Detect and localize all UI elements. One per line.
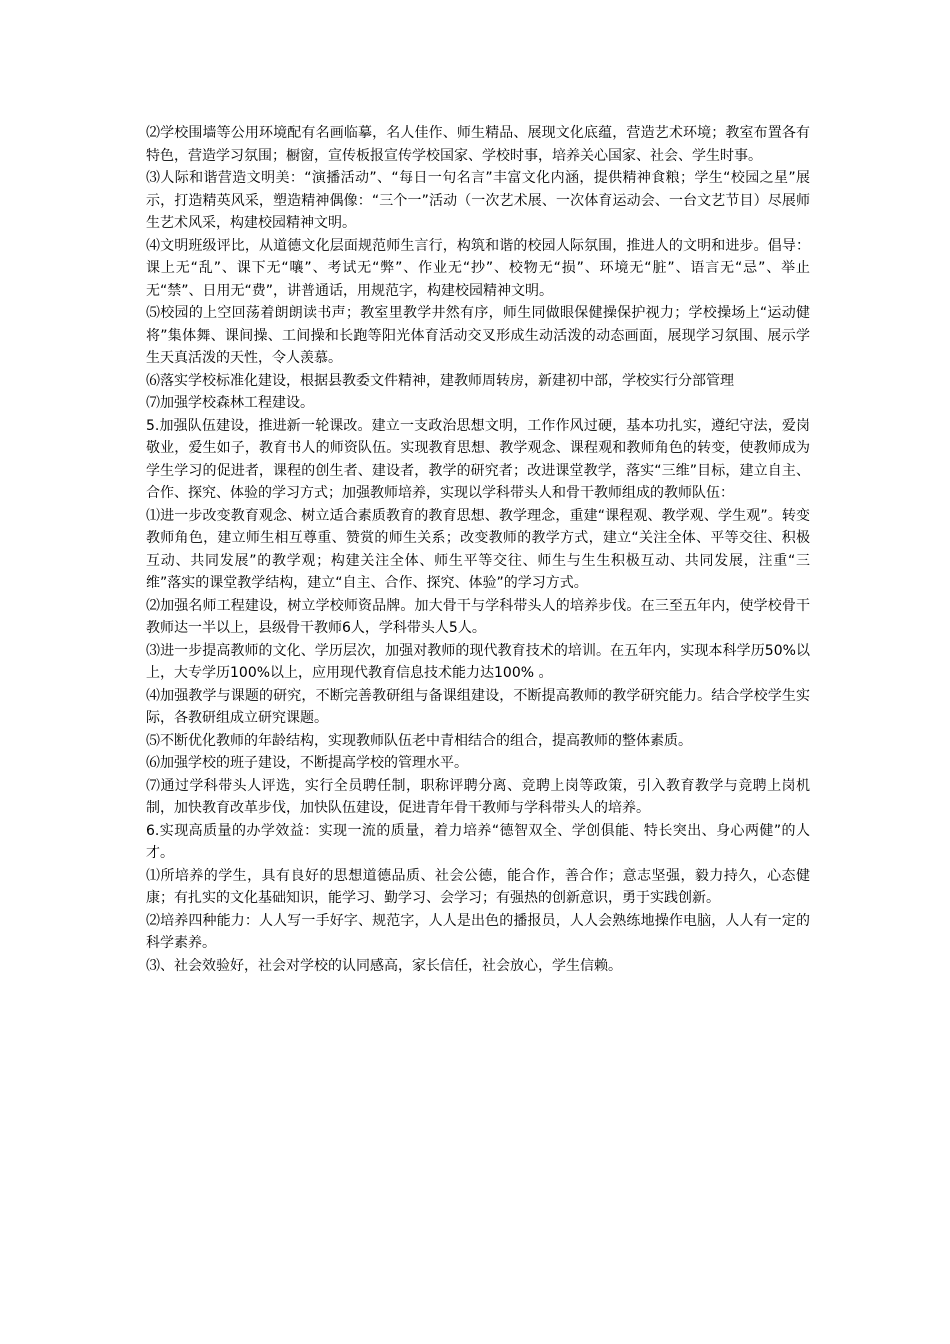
paragraph-7-forest-project: ⑺加强学校森林工程建设。 bbox=[146, 395, 314, 411]
paragraph-5-2-famous-teacher: ⑵加强名师工程建设，树立学校师资品牌。加大骨干与学科带头人的培养步伐。在三至五年内，使学校骨干教师达一半以上，县级骨干教师6人，学科带头人5人。 bbox=[146, 597, 810, 636]
document-body bbox=[146, 122, 810, 977]
paragraph-5-5-age-structure: ⑸不断优化教师的年龄结构，实现教师队伍老中青相结合的组合，提高教师的整体素质。 bbox=[146, 732, 692, 749]
paragraph-5-1-education-concept: ⑴进一步改变教育观念、树立适合素质教育的教育思想、教学理念，重建“课程观、教学观、学生观”。转变教师角色，建立师生相互尊重、赞赏的师生关系；改变教师的教学方式，建立“关注全体、平等交往、积极互动、共同发展”的教学观；构建关注全体、师生平等交往、师生与生生积极互动、共同发展，注重“三维”落实的课堂教学结构，建立“自主、合作、探究、体验”的学习方式。 bbox=[146, 507, 810, 591]
paragraph-6-standardization: ⑹落实学校标准化建设，根据县教委文件精神，建教师周转房，新建初中部，学校实行分部管理 bbox=[146, 372, 734, 389]
paragraph-6-3-social-benefit: ⑶、社会效验好，社会对学校的认同感高，家长信任，社会放心，学生信赖。 bbox=[146, 957, 622, 974]
section-6-heading-paragraph: 6.实现高质量的办学效益：实现一流的质量，着力培养“德智双全、学创俱能、特长突出、身心两健”的人才。 bbox=[146, 822, 810, 861]
paragraph-5-4-research: ⑷加强教学与课题的研究，不断完善教研组与备课组建设，不断提高教师的教学研究能力。结合学校学生实际，各教研组成立研究课题。 bbox=[146, 687, 810, 726]
paragraph-5-3-qualifications: ⑶进一步提高教师的文化、学历层次，加强对教师的现代教育技术的培训。在五年内，实现本科学历50%以上，大专学历100%以上，应用现代教育信息技术能力达100% 。 bbox=[146, 642, 810, 681]
paragraph-6-1-students: ⑴所培养的学生，具有良好的思想道德品质、社会公德，能合作，善合作；意志坚强，毅力持久，心态健康；有扎实的文化基础知识，能学习、勤学习、会学习；有强热的创新意识，勇于实践创新。 bbox=[146, 867, 810, 906]
section-5-heading-paragraph: 5.加强队伍建设，推进新一轮课改。建立一支政治思想文明，工作作风过硬，基本功扎实，遵纪守法，爱岗敬业，爱生如子，教育书人的师资队伍。实现教育思想、教学观念、课程观和教师角色的转变，使教师成为学生学习的促进者，课程的创生者、建设者，教学的研究者；改进课堂教学，落实“三维”目标，建立自主、合作、探究、体验的学习方式；加强教师培养，实现以学科带头人和骨干教师组成的教师队伍： bbox=[146, 417, 810, 501]
paragraph-6-2-four-abilities: ⑵培养四种能力：人人写一手好字、规范字，人人是出色的播报员，人人会熟练地操作电脑，人人有一定的科学素养。 bbox=[146, 912, 810, 951]
paragraph-5-6-leadership: ⑹加强学校的班子建设，不断提高学校的管理水平。 bbox=[146, 755, 468, 771]
paragraph-3-interpersonal: ⑶人际和谐营造文明美：“演播活动”、“每日一句名言”丰富文化内涵，提供精神食粮；学生“校园之星”展示，打造精英风采，塑造精神偶像：“三个一”活动（一次艺术展、一次体育运动会、一台文艺节目）尽展师生艺术风采，构建校园精神文明。 bbox=[146, 170, 810, 231]
paragraph-5-campus-atmosphere: ⑸校园的上空回荡着朗朗读书声；教室里教学井然有序，师生同做眼保健操保护视力；学校操场上“运动健将”集体舞、课间操、工间操和长跑等阳光体育活动交叉形成生动活泼的动态画面，展现学习氛围、展示学生天真活泼的天性，令人羡慕。 bbox=[146, 305, 810, 366]
paragraph-5-7-appointment: ⑺通过学科带头人评选，实行全员聘任制，职称评聘分离、竞聘上岗等政策，引入教育教学与竞聘上岗机制，加快教育改革步伐，加快队伍建设，促进青年骨干教师与学科带头人的培养。 bbox=[146, 777, 810, 816]
paragraph-4-class-evaluation: ⑷文明班级评比，从道德文化层面规范师生言行，构筑和谐的校园人际氛围，推进人的文明和进步。倡导：课上无“乱”、课下无“嚷”、考试无“弊”、作业无“抄”、校物无“损”、环境无“脏”、语言无“忌”、举止无“禁”、日用无“费”，讲普通话，用规范字，构建校园精神文明。 bbox=[146, 237, 810, 299]
paragraph-2-environment: ⑵学校围墙等公用环境配有名画临摹，名人佳作、师生精品、展现文化底蕴，营造艺术环境；教室布置各有特色，营造学习氛围；橱窗，宣传板报宣传学校国家、学校时事，培养关心国家、社会、学生时事。 bbox=[146, 125, 810, 164]
